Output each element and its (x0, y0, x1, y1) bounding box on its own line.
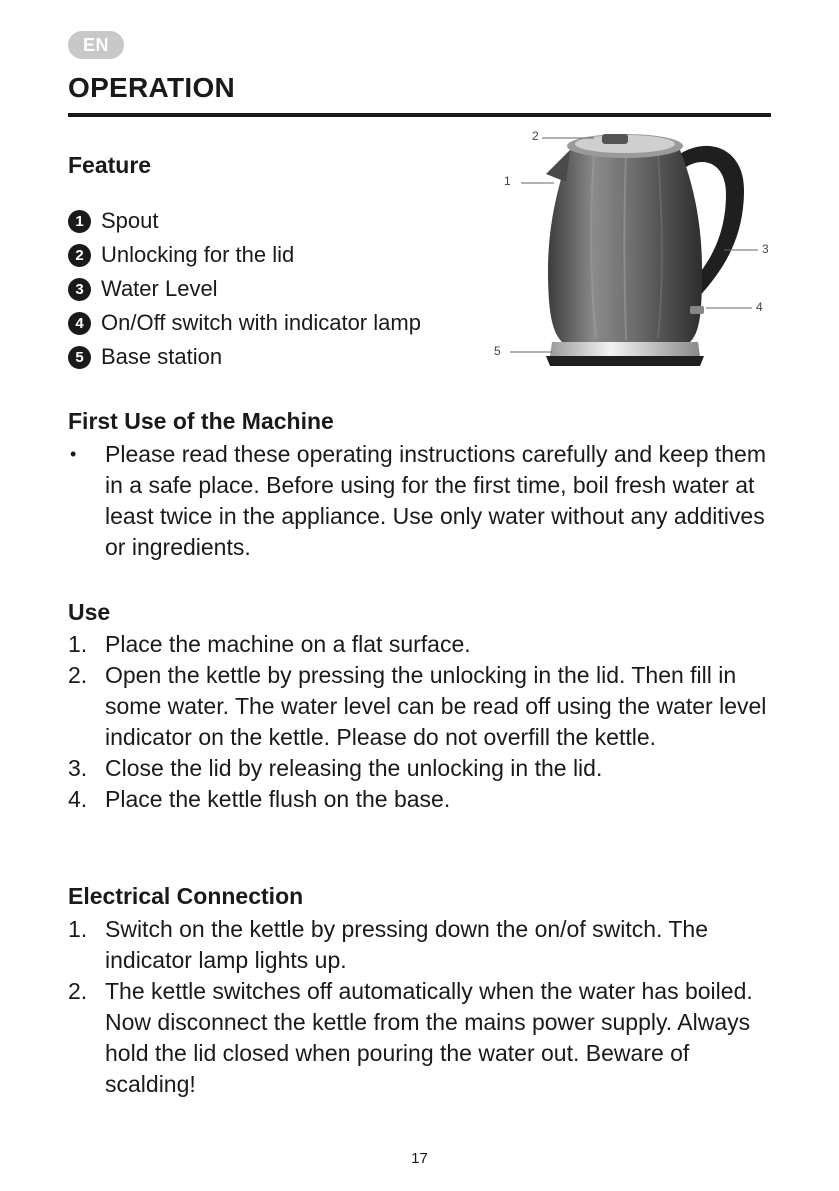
kettle-icon (486, 120, 786, 380)
page-title: OPERATION (68, 72, 236, 103)
callout-3: 3 (762, 242, 769, 256)
item-marker: 1. (68, 916, 88, 942)
feature-label: Unlocking for the lid (101, 242, 295, 267)
callout-1: 1 (504, 174, 511, 188)
bullet-marker: • (70, 444, 77, 464)
use-heading: Use (68, 599, 111, 625)
list-item (68, 629, 778, 660)
list-item (68, 976, 778, 1100)
number-badge: 4 (68, 312, 91, 335)
feature-label: Water Level (101, 276, 218, 301)
callout-2: 2 (532, 129, 539, 143)
item-marker: 2. (68, 662, 88, 688)
title-divider (68, 113, 771, 117)
page-number: 17 (411, 1150, 428, 1167)
use-list (68, 629, 778, 815)
feature-item-switch (68, 306, 421, 340)
number-badge: 5 (68, 346, 91, 369)
list-item (68, 784, 778, 815)
callout-4: 4 (756, 300, 763, 314)
electrical-list (68, 914, 778, 1100)
item-text: The kettle switches off automatically when the water has boiled. Now disconnect the kettle from the mains power supply. Always hold the lid closed when pouring the water out. Beware of scalding! (105, 978, 753, 1097)
feature-label: Spout (101, 208, 159, 233)
feature-list (68, 204, 421, 374)
item-text: Close the lid by releasing the unlocking in the lid. (105, 755, 603, 781)
language-badge: EN (68, 31, 124, 59)
feature-item-water-level (68, 272, 421, 306)
number-badge: 3 (68, 278, 91, 301)
feature-item-lid-unlock (68, 238, 421, 272)
item-text: Place the machine on a flat surface. (105, 631, 471, 657)
feature-label: On/Off switch with indicator lamp (101, 310, 421, 335)
item-marker: 2. (68, 978, 88, 1004)
feature-item-base (68, 340, 421, 374)
list-item (68, 439, 778, 563)
item-text: Place the kettle flush on the base. (105, 786, 451, 812)
callout-5: 5 (494, 344, 501, 358)
electrical-heading: Electrical Connection (68, 883, 304, 909)
number-badge: 1 (68, 210, 91, 233)
first-use-list (68, 439, 778, 563)
first-use-heading: First Use of the Machine (68, 408, 334, 434)
item-marker: 3. (68, 755, 88, 781)
feature-item-spout (68, 204, 421, 238)
feature-heading: Feature (68, 152, 152, 178)
item-marker: 4. (68, 786, 88, 812)
item-text: Open the kettle by pressing the unlocking in the lid. Then fill in some water. The water level can be read off using the water level indicator on the kettle. Please do not overfill the kettle. (105, 662, 767, 750)
number-badge: 2 (68, 244, 91, 267)
item-text: Switch on the kettle by pressing down the on/of switch. The indicator lamp lights up. (105, 916, 709, 973)
kettle-illustration (486, 120, 786, 380)
feature-label: Base station (101, 344, 223, 369)
item-marker: 1. (68, 631, 88, 657)
item-text: Please read these operating instructions carefully and keep them in a safe place. Before using for the first time, boil fresh water at least twice in the appliance. Use only water without any additives or ingredients. (105, 441, 767, 560)
list-item (68, 660, 778, 753)
list-item (68, 753, 778, 784)
list-item (68, 914, 778, 976)
